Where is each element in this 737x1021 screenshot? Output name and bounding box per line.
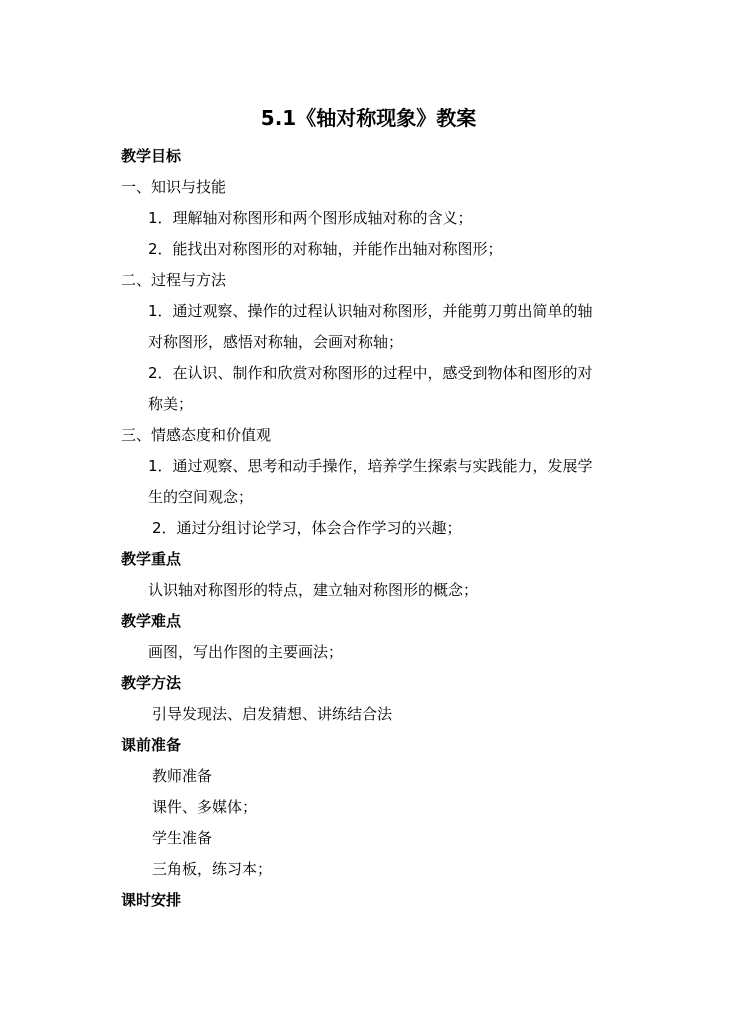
student-prep-text: 三角板，练习本； [152,860,273,878]
goal-item-3-1: 1．通过观察、思考和动手操作，培养学生探索与实践能力，发展学 [148,457,593,475]
section-process-methods: 二、过程与方法 [121,271,227,289]
heading-teaching-methods: 教学方法 [121,674,182,692]
student-prep-label: 学生准备 [152,829,213,847]
teaching-methods-text: 引导发现法、启发猜想、讲练结合法 [152,705,393,723]
heading-teaching-goals: 教学目标 [121,147,182,165]
goal-item-1-1: 1．理解轴对称图形和两个图形成轴对称的含义； [148,209,473,227]
goal-item-2-2: 2．在认识、制作和欣赏对称图形的过程中，感受到物体和图形的对 [148,364,593,382]
goal-item-1-2: 2．能找出对称图形的对称轴，并能作出轴对称图形； [148,240,503,258]
key-points-text: 认识轴对称图形的特点，建立轴对称图形的概念； [148,581,479,599]
document-title: 5.1《轴对称现象》教案 [260,106,477,130]
heading-key-points: 教学重点 [121,550,182,568]
goal-item-3-2: 2．通过分组讨论学习，体会合作学习的兴趣； [152,519,462,537]
section-knowledge-skills: 一、知识与技能 [121,178,227,196]
heading-preparation: 课前准备 [121,736,182,754]
goal-item-2-2-cont: 称美； [148,395,194,413]
goal-item-2-1: 1．通过观察、操作的过程认识轴对称图形，并能剪刀剪出简单的轴 [148,302,593,320]
goal-item-3-1-cont: 生的空间观念； [148,488,254,506]
section-attitude-values: 三、情感态度和价值观 [121,426,272,444]
heading-difficult-points: 教学难点 [121,612,182,630]
heading-schedule: 课时安排 [121,891,182,909]
teacher-prep-label: 教师准备 [152,767,213,785]
difficult-points-text: 画图，写出作图的主要画法； [148,643,344,661]
teacher-prep-text: 课件、多媒体； [152,798,258,816]
goal-item-2-1-cont: 对称图形，感悟对称轴，会画对称轴； [148,333,404,351]
